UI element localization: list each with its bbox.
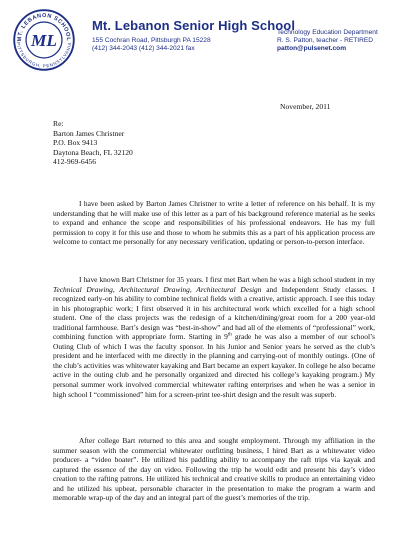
seal-ring-bottom: PITTSBURGH, PENNSYLVANIA [15, 41, 73, 69]
teacher-name: R. S. Patton, teacher - RETIRED [277, 37, 374, 44]
paragraph-2-part-a: I have known Bart Christner for 35 years. I first met Bart when he was a high school student in my [79, 275, 375, 284]
school-name: Mt. Lebanon Senior High School [92, 18, 296, 33]
paragraph-1 [53, 199, 375, 247]
teacher-email: patton@pulsenet.com [277, 45, 347, 52]
department-name: Technology Education Department [277, 29, 378, 36]
paragraph-2-part-b: and Independent Study classes. I recognized early-on his ability to combine technical fields with a creative, artistic approach. I see this today in his photographic work; I first observed it in his architectural work which excelled for a high school student. One of the class projects was the redesign of a kitchen/dining/great room for a 200 year-old traditional farmhouse. Bart’s design was “best-in-show” and had all of the elements of “professional” work, combining function with appropriate form. Starting in 9 [53, 284, 375, 342]
school-seal-icon [13, 9, 75, 71]
letter-date: November, 2011 [280, 102, 331, 111]
course-names: Technical Drawing, Architectural Drawing, Architectural Design [53, 284, 262, 294]
recipient-name: Barton James Christner [53, 128, 125, 138]
seal-ring-top: MT. LEBANON SCHOOL [16, 13, 71, 42]
recipient-phone: 412-969-6456 [53, 157, 97, 167]
paragraph-2-text [53, 275, 375, 399]
paragraph-1-text: I have been asked by Barton James Christner to write a letter of reference on his behalf. It is my understanding that he will make use of this letter as a part of his background reference material as he seeks to expand and enhance the scope and responsibilities of his professional endeavors. He has my full permission to copy it for this use and those to whom he submits this as a part of his application process are welcome to contact me personally for any necessary verification, updating or person-to-person interface. [53, 199, 375, 247]
paragraph-2-part-c: grade he was also a member of our school’s Outing Club of which I was the faculty sponsor. In his Junior and Senior years he served as the club’s president and he interfaced with me directly in the planning and carrying-out of monthly outings. (One of the club’s activities was whitewater kayaking and Bart became an expert kayaker. In college he also became active in the outing club and he personally organized and directed his college’s kayaking program.) My personal summer work involved commercial whitewater rafting enterprises and when he was a senior in high school I “commissioned” him for a screen-print tee-shirt design and the result was superb. [53, 332, 375, 399]
re-label: Re: [53, 119, 64, 128]
seal-monogram: ML [30, 31, 58, 51]
recipient-po-box: P.O. Box 9413 [53, 138, 98, 148]
paragraph-3-text: After college Bart returned to this area and sought employment. Through my affiliation in the summer season with the commercial whitewater outfitting business, I hired Bart as a whitewater video producer- a “video boater”. He utilized his paddling ability to accompany the raft trips via kayak and captured the essence of the day on video. Following the trip he would edit and present his day’s video creation to the rafting patrons. He utilized his technical and creative skills to produce an entertaining video and he utilized his upbeat, personable character in the presentation to make the program a warm and memorable wrap-up of the day and an integral part of the guest’s memories of the trip. [53, 436, 375, 503]
recipient-block [53, 119, 133, 167]
paragraph-2 [53, 275, 375, 399]
ordinal-suffix: th [227, 332, 232, 338]
recipient-city: Daytona Beach, FL 32120 [53, 147, 133, 157]
paragraph-3 [53, 436, 375, 503]
school-phones: (412) 344-2043 (412) 344-2021 fax [92, 45, 195, 52]
school-address: 155 Cochran Road, Pittsburgh PA 15228 [92, 37, 211, 44]
